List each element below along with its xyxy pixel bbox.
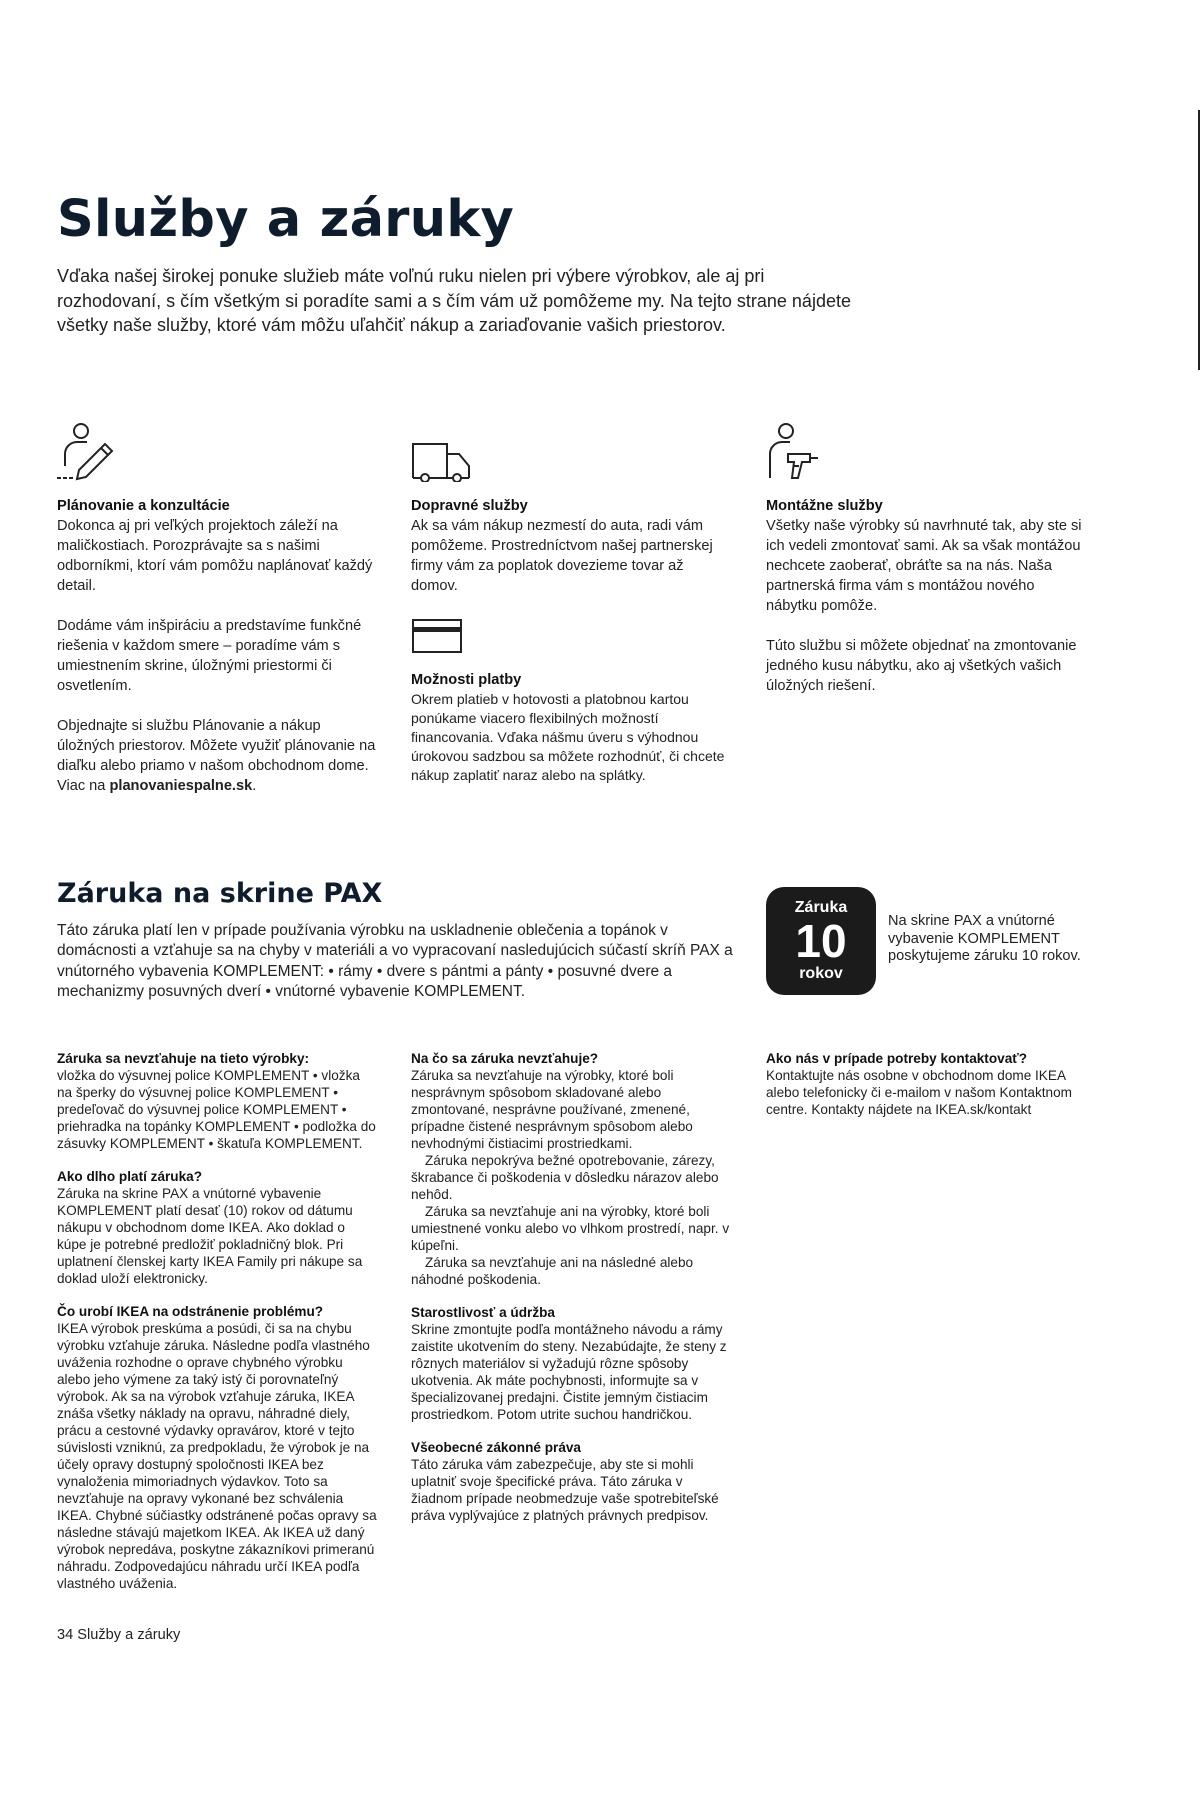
badge-caption: Na skrine PAX a vnútorné vybavenie KOMPLEMENT poskytujeme záruku 10 rokov. (888, 913, 1081, 964)
not-covered-text-b: Záruka nepokrýva bežné opotrebovanie, zárezy, škrabance či poškodenia v dôsledku nárazov alebo nehôd. (411, 1153, 719, 1202)
contact-text: Kontaktujte nás osobne v obchodnom dome IKEA alebo telefonicky či e-mailom v našom Kontaktnom centre. Kontakty nájdete na IKEA.sk/kontakt (766, 1068, 1072, 1117)
pax-warranty-title: Záruka na skrine PAX (57, 878, 383, 909)
duration-text: Záruka na skrine PAX a vnútorné vybavenie KOMPLEMENT platí desať (10) rokov od dátumu nákupu v obchodnom dome IKEA. Ako doklad o kúpe je potrebné predložiť pokladničný blok. Pri uplatnení členskej karty IKEA Family pri nákupe sa doklad uloží elektronicky. (57, 1186, 363, 1286)
person-drill-icon (766, 420, 826, 482)
legal-rights-heading: Všeobecné zákonné práva (411, 1440, 581, 1455)
page-footer: 34 Služby a záruky (57, 1627, 181, 1643)
service-delivery (411, 420, 731, 805)
not-covered-text-d: Záruka sa nevzťahuje ani na následné alebo náhodné poškodenia. (411, 1255, 694, 1287)
planning-heading: Plánovanie a konzultácie (57, 498, 230, 514)
payment-text: Okrem platieb v hotovosti a platobnou kartou ponúkame viacero flexibilných možností financovania. Vďaka nášmu úveru s výhodnou úrokovou sadzbou sa môžete rozhodnúť, či chcete nákup zaplatiť naraz alebo na splátky. (411, 691, 725, 783)
planning-text-3-body: Objednajte si službu Plánovanie a nákup úložných priestorov. Môžete využiť plánovanie na diaľku alebo priamo v našom obchodnom dome. Viac na (57, 718, 376, 794)
badge-label: Záruka (794, 899, 848, 916)
remedy-heading: Čo urobí IKEA na odstránenie problému? (57, 1304, 324, 1319)
exclusions-text: vložka do výsuvnej police KOMPLEMENT • vložka na šperky do výsuvnej police KOMPLEMENT • predeľovač do výsuvnej police KOMPLEMENT • priehradka na topánky KOMPLEMENT • podložka do zásuvky KOMPLEMENT • škatuľa KOMPLEMENT. (57, 1068, 376, 1151)
intro-paragraph: Vďaka našej širokej ponuke služieb máte voľnú ruku nielen pri výbere výrobkov, ale aj pri rozhodovaní, s čím všetkým si poradíte sami a s čím vám už pomôžeme my. Na tejto strane nájdete všetky naše služby, ktoré vám môžu uľahčiť nákup a zariaďovanie vašich priestorov. (57, 266, 851, 335)
not-covered-text-a: Záruka sa nevzťahuje na výrobky, ktoré boli nesprávnym spôsobom skladované alebo zmontované, nesprávne používané, zmenené, prípadne čistené nesprávnym spôsobom alebo nevhodnými čistiacimi prostriedkami. (411, 1068, 693, 1151)
assembly-heading: Montážne služby (766, 498, 883, 514)
payment-heading: Možnosti platby (411, 672, 522, 688)
planning-text-3 (57, 716, 377, 796)
page-title: Služby a záruky (57, 190, 515, 249)
duration-heading: Ako dlho platí záruka? (57, 1169, 203, 1184)
delivery-heading: Dopravné služby (411, 498, 528, 514)
card-icon (411, 616, 463, 656)
not-covered-text (411, 1067, 731, 1288)
planning-text-2: Dodáme vám inšpiráciu a predstavíme funkčné riešenia v každom smere – poradíme vám s umiestnením skrine, úložnými priestormi či osvetlením. (57, 618, 362, 694)
assembly-text-2: Túto službu si môžete objednať na zmontovanie jedného kusu nábytku, ako aj všetkých vašich úložných riešení. (766, 638, 1077, 694)
service-assembly (766, 420, 1086, 716)
remedy-text: IKEA výrobok preskúma a posúdi, či sa na chybu výrobku vzťahuje záruka. Následne podľa vlastného uváženia rozhodne o oprave chybného výrobku alebo jeho výmene za taký istý či porovnateľný výrobok. Ak sa na výrobok vzťahuje záruka, IKEA znáša všetky náklady na opravu, náhradné diely, prácu a cestovné výdavky opravárov, ktoré v tejto súvislosti vzniknú, za predpokladu, že výrobok je na účely opravy dostupný spoločnosti IKEA bez vynaloženia mimoriadnych výdavkov. Toto sa nevzťahuje na opravy vykonané bez schválenia IKEA. Chybné súčiastky odstránené počas opravy sa následne stávajú majetkom IKEA. Ak IKEA už daný výrobok nepredáva, poskytne zákazníkovi primeranú náhradu. Zodpovedajúcu náhradu určí IKEA podľa vlastného uváženia. (57, 1321, 377, 1591)
warranty-badge (766, 887, 876, 995)
fine-print-column-1 (57, 1050, 377, 1608)
not-covered-heading: Na čo sa záruka nevzťahuje? (411, 1051, 599, 1066)
fine-print-column-2 (411, 1050, 731, 1540)
pax-warranty-intro: Táto záruka platí len v prípade používania výrobku na uskladnenie oblečenia a topánok v domácnosti a vzťahuje sa na chyby v materiáli a vo vypracovaní nasledujúcich súčastí skríň PAX a vnútorného vybavenia KOMPLEMENT: • rámy • dvere s pántmi a pánty • posuvné dvere a mechanizmy posuvných dverí • vnútorné vybavenie KOMPLEMENT. (57, 922, 733, 1000)
service-planning (57, 420, 377, 816)
planning-text-1: Dokonca aj pri veľkých projektoch záleží na maličkostiach. Porozprávajte sa s našimi odborníkmi, ktorí vám pomôžu naplánovať každý detail. (57, 518, 373, 594)
care-heading: Starostlivosť a údržba (411, 1305, 555, 1320)
badge-number: 10 (795, 915, 847, 967)
delivery-text: Ak sa vám nákup nezmestí do auta, radi vám pomôžeme. Prostredníctvom našej partnerskej firmy vám za poplatok dovezieme tovar až domov. (411, 518, 713, 594)
fine-print-column-3 (766, 1050, 1086, 1134)
contact-heading: Ako nás v prípade potreby kontaktovať? (766, 1051, 1028, 1066)
truck-icon (411, 420, 471, 482)
planning-text-3-end: . (252, 778, 257, 794)
legal-rights-text: Táto záruka vám zabezpečuje, aby ste si mohli uplatniť svoje špecifické práva. Táto záruka v žiadnom prípade neobmedzuje vaše spotrebiteľské práva vyplývajúce z platných právnych predpisov. (411, 1457, 719, 1523)
exclusions-heading: Záruka sa nevzťahuje na tieto výrobky: (57, 1051, 310, 1066)
not-covered-text-c: Záruka sa nevzťahuje ani na výrobky, ktoré boli umiestnené vonku alebo vo vlhkom prostredí, napr. v kúpeľni. (411, 1204, 730, 1253)
badge-unit: rokov (799, 965, 843, 982)
person-pencil-icon (57, 420, 117, 482)
assembly-text-1: Všetky naše výrobky sú navrhnuté tak, aby ste si ich vedeli zmontovať sami. Ak sa však montážou nechcete zaoberať, obráťte sa na nás. Naša partnerská firma vám s montážou nového nábytku pomôže. (766, 518, 1082, 614)
care-text: Skrine zmontujte podľa montážneho návodu a rámy zaistite ukotvením do steny. Nezabúdajte, že steny z rôznych materiálov si vyžadujú rôzne spôsoby ukotvenia. Ak máte pochybnosti, informujte sa v špecializovanej predajni. Čistite jemným čistiacim prostriedkom. Potom utrite suchou handričkou. (411, 1322, 727, 1422)
planning-link[interactable]: planovaniespalne.sk (109, 778, 253, 794)
